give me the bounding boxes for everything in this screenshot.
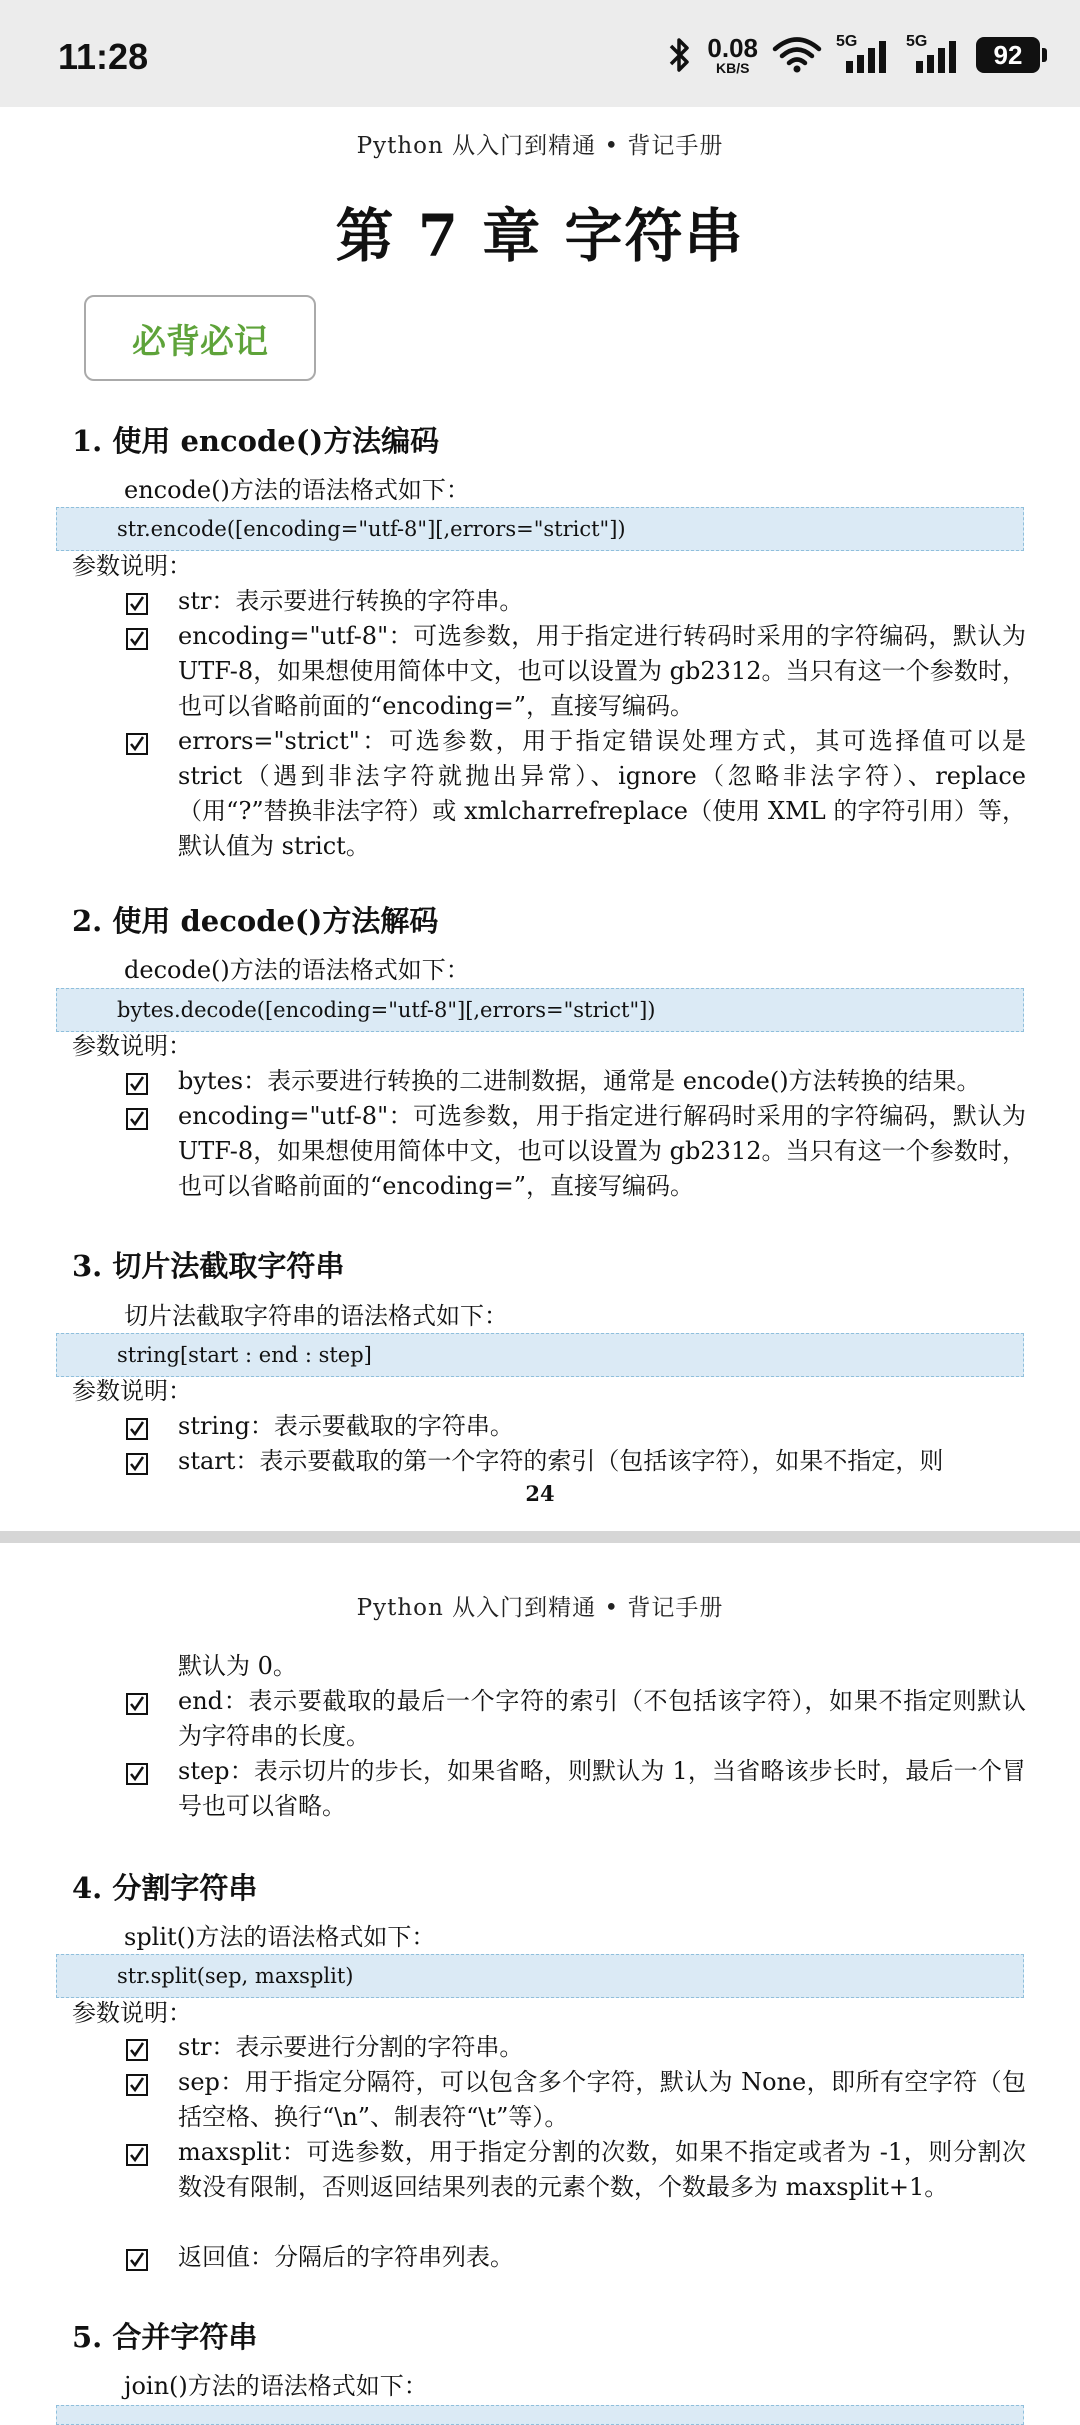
network-speed: 0.08 KB/S bbox=[707, 33, 758, 76]
list-item: 返回值：分隔后的字符串列表。 bbox=[126, 2240, 1026, 2275]
section-2-title: 2. 使用 decode()方法解码 bbox=[72, 904, 439, 938]
list-item: end：表示要截取的最后一个字符的索引（不包括该字符），如果不指定则默认为字符串的长度。 bbox=[126, 1684, 1026, 1754]
checkbox-icon bbox=[126, 1450, 148, 1485]
status-bar bbox=[0, 0, 1080, 107]
running-header: Python 从入门到精通 • 背记手册 bbox=[356, 1595, 724, 1621]
section-1-code: str.encode([encoding="utf-8"][,errors="strict"]) bbox=[56, 507, 1024, 551]
list-item: str：表示要进行转换的字符串。 bbox=[126, 584, 1026, 619]
section-2-code: bytes.decode([encoding="utf-8"][,errors="strict"]) bbox=[56, 988, 1024, 1032]
list-item: bytes：表示要进行转换的二进制数据，通常是 encode()方法转换的结果。 bbox=[126, 1064, 1026, 1099]
section-5-intro: join()方法的语法格式如下： bbox=[124, 2372, 428, 2400]
section-5-title: 5. 合并字符串 bbox=[72, 2320, 258, 2354]
checkbox-icon bbox=[126, 1105, 148, 1140]
list-item: string：表示要截取的字符串。 bbox=[126, 1409, 1026, 1444]
section-1-intro: encode()方法的语法格式如下： bbox=[124, 476, 470, 504]
checkbox-icon bbox=[126, 1690, 148, 1725]
section-4-title: 4. 分割字符串 bbox=[72, 1871, 258, 1905]
section-3-code: string[start : end : step] bbox=[56, 1333, 1024, 1377]
list-item: encoding="utf-8"：可选参数，用于指定进行转码时采用的字符编码，默认为 UTF-8，如果想使用简体中文，也可以设置为 gb2312。当只有这一个参数时，也可以省略前面的“encoding=”，直接写编码。 bbox=[126, 619, 1026, 724]
section-4-intro: split()方法的语法格式如下： bbox=[124, 1923, 436, 1951]
list-item: sep：用于指定分隔符，可以包含多个字符，默认为 None，即所有空字符（包括空格、换行“\n”、制表符“\t”等）。 bbox=[126, 2065, 1026, 2135]
bluetooth-icon bbox=[667, 35, 693, 75]
list-item: encoding="utf-8"：可选参数，用于指定进行解码时采用的字符编码，默认为 UTF-8，如果想使用简体中文，也可以设置为 gb2312。当只有这一个参数时，也可以省略前面的“encoding=”，直接写编码。 bbox=[126, 1099, 1026, 1204]
section-3-params-label: 参数说明： bbox=[72, 1377, 192, 1405]
wifi-icon bbox=[772, 36, 822, 74]
checkbox-icon bbox=[126, 2141, 148, 2176]
list-item: errors="strict"：可选参数，用于指定错误处理方式，其可选择值可以是 strict（遇到非法字符就抛出异常）、ignore（忽略非法字符）、replace（用“?”替换非法字符）或 xmlcharrefreplace（使用 XML 的字符引用）等，默认值为 strict。 bbox=[126, 724, 1026, 864]
status-time: 11:28 bbox=[58, 36, 149, 77]
page-divider bbox=[0, 1531, 1080, 1543]
checkbox-icon bbox=[126, 2246, 148, 2281]
document-page-25[interactable] bbox=[0, 1543, 1080, 2412]
section-2-params-label: 参数说明： bbox=[72, 1032, 192, 1060]
checkbox-icon bbox=[126, 1760, 148, 1795]
section-3-intro: 切片法截取字符串的语法格式如下： bbox=[124, 1302, 508, 1330]
list-item: step：表示切片的步长，如果省略，则默认为 1，当省略该步长时，最后一个冒号也可以省略。 bbox=[126, 1754, 1026, 1824]
section-3-title: 3. 切片法截取字符串 bbox=[72, 1249, 345, 1283]
signal-icon-sim1: 5G bbox=[836, 33, 892, 77]
list-item: maxsplit：可选参数，用于指定分割的次数，如果不指定或者为 -1，则分割次数没有限制，否则返回结果列表的元素个数，个数最多为 maxsplit+1。 bbox=[126, 2135, 1026, 2205]
page-number: 24 bbox=[525, 1481, 555, 1506]
section-5-code bbox=[56, 2405, 1024, 2425]
continued-text: 默认为 0。 bbox=[178, 1652, 297, 1680]
section-4-code: str.split(sep, maxsplit) bbox=[56, 1954, 1024, 1998]
section-2-intro: decode()方法的语法格式如下： bbox=[124, 956, 470, 984]
section-1-title: 1. 使用 encode()方法编码 bbox=[72, 424, 440, 458]
checkbox-icon bbox=[126, 625, 148, 660]
document-page-24[interactable] bbox=[0, 107, 1080, 1531]
list-item: str：表示要进行分割的字符串。 bbox=[126, 2030, 1026, 2065]
list-item: start：表示要截取的第一个字符的索引（包括该字符），如果不指定，则 bbox=[126, 1444, 1026, 1479]
must-memorize-badge: 必背必记 bbox=[84, 295, 316, 381]
section-4-params-label: 参数说明： bbox=[72, 1999, 192, 2027]
battery-level: 92 bbox=[993, 39, 1023, 70]
battery-icon bbox=[976, 37, 1040, 73]
signal-icon-sim2: 5G bbox=[906, 33, 962, 77]
status-icons bbox=[667, 30, 1040, 80]
running-header: Python 从入门到精通 • 背记手册 bbox=[356, 133, 724, 159]
chapter-title: 第 7 章 字符串 bbox=[335, 202, 745, 270]
checkbox-icon bbox=[126, 730, 148, 765]
checkbox-icon bbox=[126, 2071, 148, 2106]
section-1-params-label: 参数说明： bbox=[72, 552, 192, 580]
